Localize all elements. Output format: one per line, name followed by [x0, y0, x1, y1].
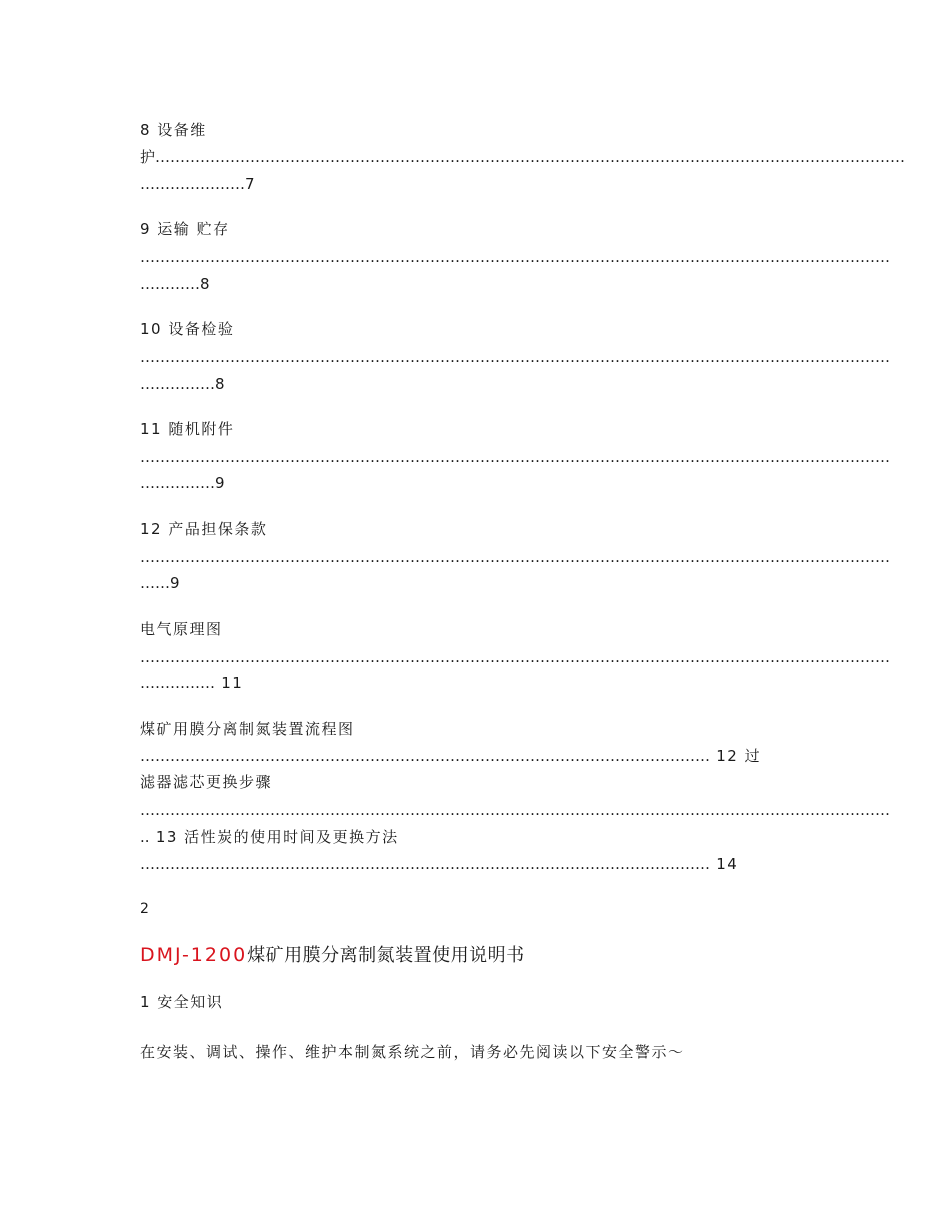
toc-entry-page-line[interactable]: [140, 855, 738, 873]
toc-leader-dots: ……………: [140, 474, 215, 492]
toc-page-number: 7: [245, 175, 257, 193]
toc-leader-dots: ……………………………………………………………………………………………………………………………………: [155, 148, 906, 166]
toc-entry-title[interactable]: 12 产品担保条款: [140, 520, 268, 538]
toc-leader-dots: ..: [140, 828, 150, 846]
toc-page-number: 8: [200, 275, 212, 293]
toc-leader-dots: ……………………………………………………………………………………………………………………………………: [140, 648, 890, 666]
toc-entry-page-line[interactable]: [140, 828, 399, 846]
toc-leader-dots: ……: [140, 574, 170, 592]
toc-entry-page-line[interactable]: [140, 375, 226, 393]
document-title: [140, 943, 525, 968]
toc-leader-dots: ……………………………………………………………………………………………………………………………………: [140, 248, 890, 266]
toc-entry-title[interactable]: 煤矿用膜分离制氮装置流程图: [140, 720, 355, 738]
toc-entry-page-line[interactable]: [140, 474, 226, 492]
toc-page-number-and-title: 13 活性炭的使用时间及更换方法: [149, 828, 399, 846]
toc-entry-page-line[interactable]: [140, 747, 761, 765]
toc-page-number: 9: [215, 474, 227, 492]
toc-entry-title[interactable]: 9 运输 贮存: [140, 220, 230, 238]
section-heading: 1 安全知识: [140, 993, 224, 1011]
toc-leader-dots: ……………: [140, 674, 215, 692]
toc-entry-title[interactable]: 滤器滤芯更换步骤: [140, 773, 273, 791]
toc-entry-title[interactable]: 8 设备维: [140, 121, 207, 139]
toc-page-number: 8: [215, 375, 227, 393]
toc-entry-page-line[interactable]: [140, 175, 256, 193]
toc-entry-title[interactable]: 11 随机附件: [140, 420, 235, 438]
toc-entry-title[interactable]: 电气原理图: [140, 620, 223, 638]
toc-page-number: 12 过: [710, 747, 762, 765]
toc-leader-dots: ……………………………………………………………………………………………………………………………………: [140, 348, 890, 366]
manual-title: 煤矿用膜分离制氮装置使用说明书: [247, 945, 525, 966]
toc-leader-dots: ……………………………………………………………………………………………………………………………………: [140, 801, 890, 819]
toc-leader-dots: …………: [140, 275, 200, 293]
toc-entry-title[interactable]: 10 设备检验: [140, 320, 235, 338]
toc-entry-page-line[interactable]: [140, 674, 243, 692]
toc-page-number: 9: [170, 574, 182, 592]
toc-entry-page-line[interactable]: [140, 574, 181, 592]
toc-leader-dots: …………………: [140, 175, 245, 193]
toc-leader-dots: ……………………………………………………………………………………………………………………………………: [140, 548, 890, 566]
toc-page-number: 14: [710, 855, 739, 873]
toc-leader-dots: ……………: [140, 375, 215, 393]
model-number: DMJ-1200: [140, 944, 248, 966]
toc-leader-dots: ……………………………………………………………………………………………………………………………………: [140, 448, 890, 466]
toc-leader-dots: ……………………………………………………………………………………………………: [140, 855, 710, 873]
toc-page-number: 11: [215, 674, 244, 692]
toc-entry-title-cont: 护: [140, 148, 156, 166]
toc-entry-line[interactable]: [140, 148, 906, 166]
toc-leader-dots: ……………………………………………………………………………………………………: [140, 747, 710, 765]
page-number: 2: [140, 901, 149, 917]
intro-paragraph: 在安装、调试、操作、维护本制氮系统之前，请务必先阅读以下安全警示～: [140, 1043, 685, 1061]
toc-entry-page-line[interactable]: [140, 275, 211, 293]
